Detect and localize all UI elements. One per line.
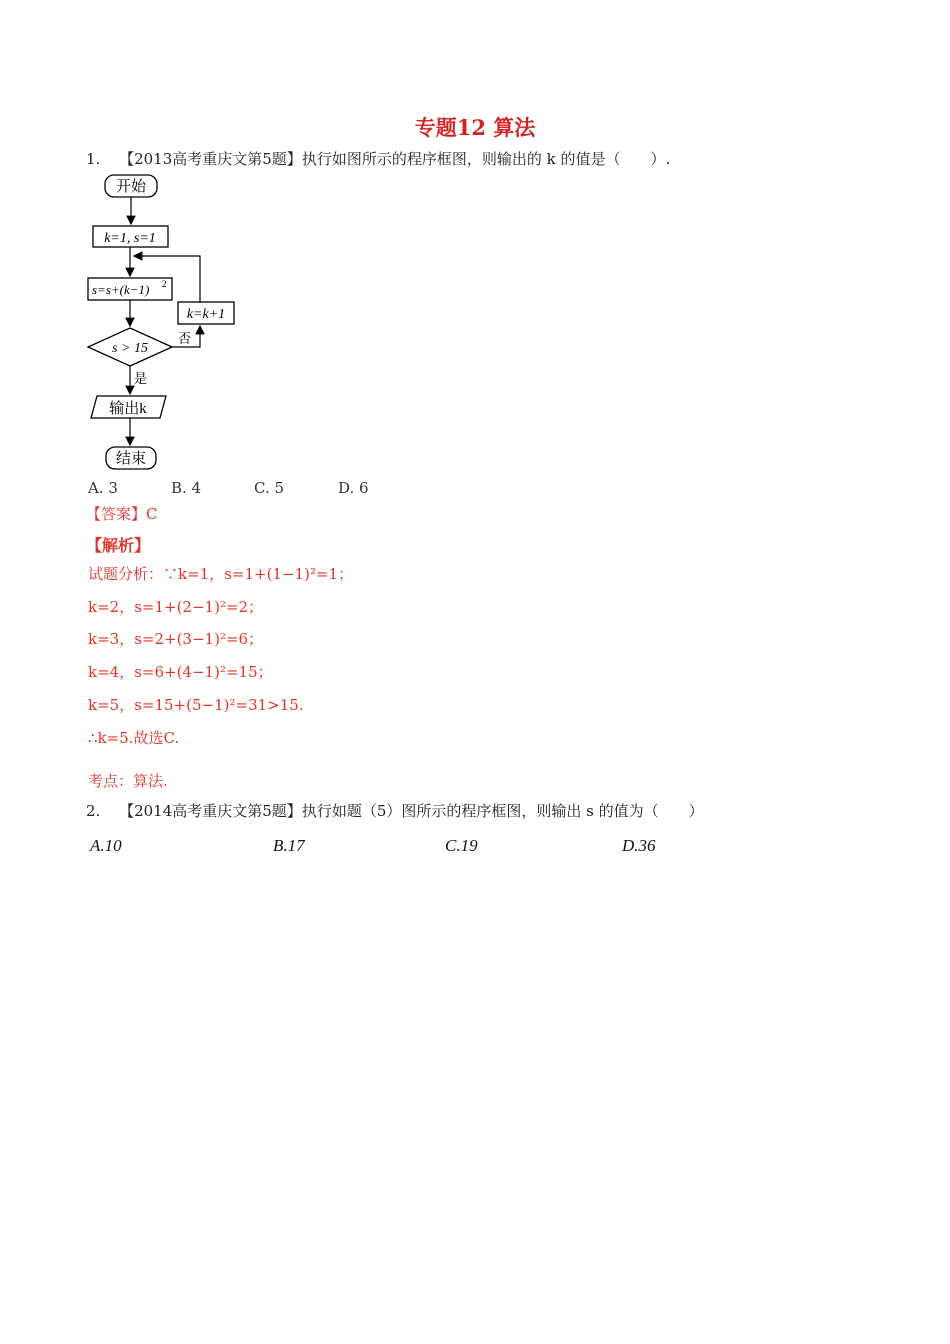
q1-option-c: C. 5 [254,479,285,497]
q2-option-a: A.10 [90,836,122,855]
q2-option-b: B.17 [273,836,305,855]
answer: 【答案】C [86,505,158,523]
question-1 [86,148,670,169]
flowchart [84,170,254,475]
yes-label: 是 [134,371,148,386]
question-number: 2. [86,802,101,820]
update-k-label: k=k+1 [186,307,226,322]
question-text: 执行如题（5）图所示的程序框图，则输出 s 的值为（ ） [301,802,704,820]
q1-option-a: A. 3 [88,479,118,497]
question-source: 【2013高考重庆文第5题】 [119,150,302,168]
end-label: 结束 [115,451,147,467]
q1-option-d: D. 6 [338,479,369,497]
analysis-line-1: 试题分析：∵k=1，s=1+(1−1)²=1； [88,565,354,583]
q2-option-c: C.19 [445,836,478,855]
kaodian: 考点：算法. [88,772,168,790]
start-label: 开始 [115,179,147,195]
condition-label: s > 15 [112,341,148,356]
question-text: 执行如图所示的程序框图，则输出的 k 的值是（ ）. [301,150,671,168]
question-source: 【2014高考重庆文第5题】 [119,802,302,820]
analysis-line-3: k=3，s=2+(3−1)²=6； [88,630,264,648]
q2-option-d: D.36 [622,836,656,855]
analysis-line-2: k=2，s=1+(2−1)²=2； [88,598,264,616]
output-label: 输出k [109,401,147,417]
init-label: k=1, s=1 [104,231,156,246]
question-number: 1. [86,150,101,168]
question-2 [86,800,704,821]
q1-option-b: B. 4 [171,479,202,497]
update-s-exponent: 2 [162,279,167,289]
analysis-label: 【解析】 [86,536,151,555]
update-s-label: s=s+(k−1) [92,282,150,297]
analysis-line-6: ∴k=5.故选C. [88,729,180,747]
page-title: 专题12 算法 [414,115,536,140]
analysis-line-4: k=4，s=6+(4−1)²=15； [88,663,273,681]
analysis-line-5: k=5，s=15+(5−1)²=31>15. [88,696,304,714]
no-label: 否 [178,331,192,346]
